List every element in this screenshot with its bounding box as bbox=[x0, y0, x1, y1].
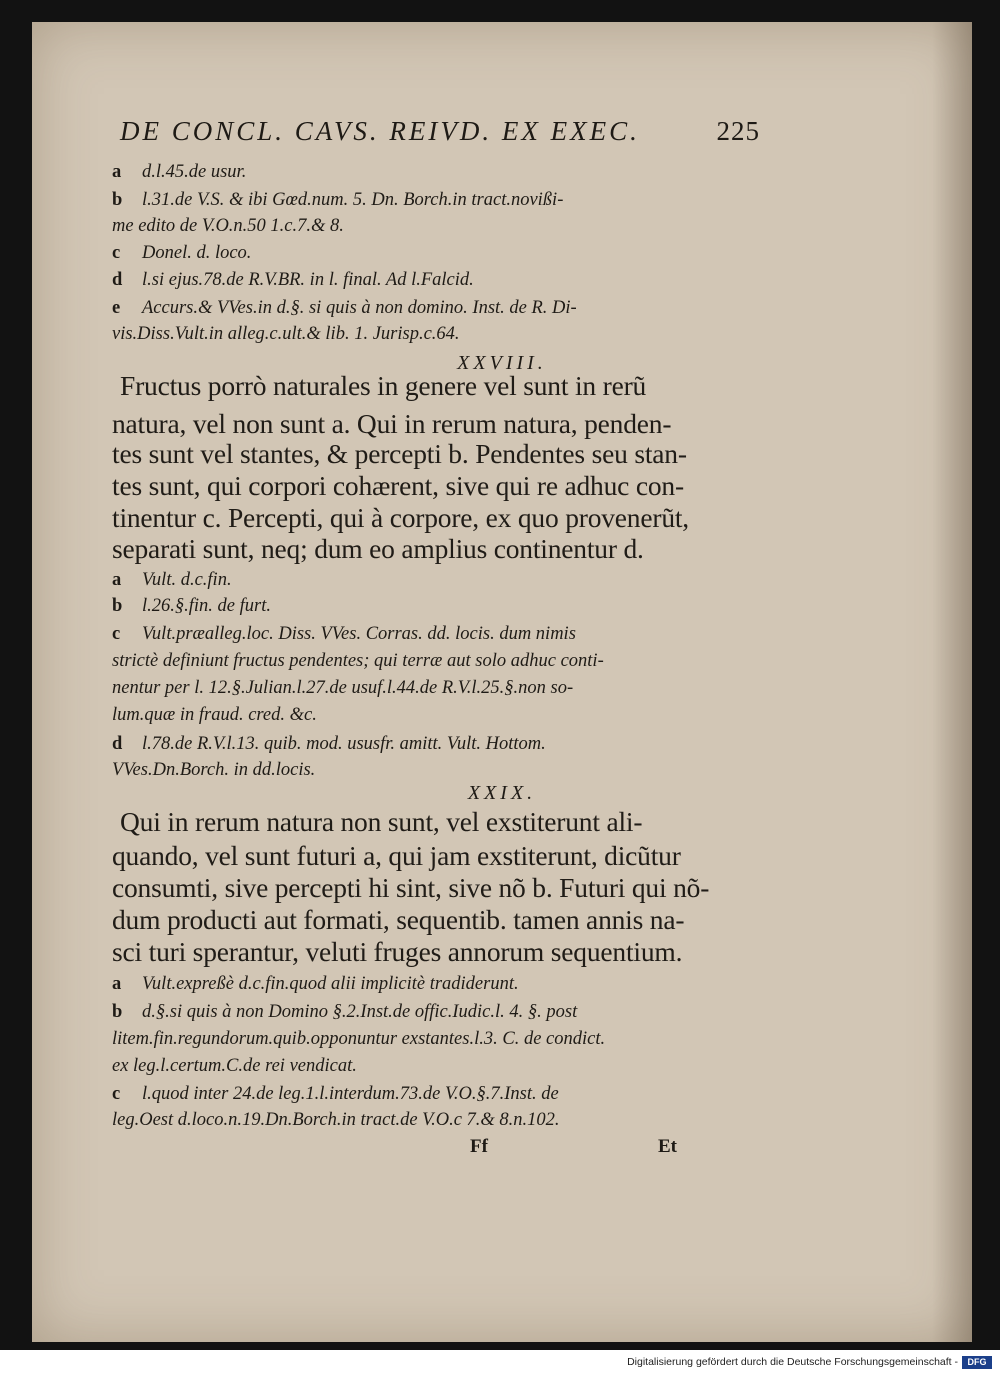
footnote: b l.26.§.fin. de furt. bbox=[112, 596, 271, 616]
body-line: Qui in rerum natura non sunt, vel exstiterunt ali- bbox=[120, 806, 643, 837]
footnote-continuation: lum.quæ in fraud. cred. &c. bbox=[112, 705, 317, 725]
body-line: separati sunt, neq; dum eo amplius continentur d. bbox=[112, 533, 644, 564]
footnote-continuation: litem.fin.regundorum.quib.opponuntur exstantes.l.3. C. de condict. bbox=[112, 1029, 606, 1049]
book-page bbox=[32, 22, 972, 1342]
footnote: d l.78.de R.V.l.13. quib. mod. ususfr. amitt. Vult. Hottom. bbox=[112, 734, 546, 754]
footnote: a d.l.45.de usur. bbox=[112, 162, 247, 182]
footnote-continuation: VVes.Dn.Borch. in dd.locis. bbox=[112, 760, 316, 780]
footnote-continuation: strictè definiunt fructus pendentes; qui terræ aut solo adhuc conti- bbox=[112, 651, 604, 671]
footnote-continuation: vis.Diss.Vult.in alleg.c.ult.& lib. 1. Jurisp.c.64. bbox=[112, 324, 460, 344]
footnote-continuation: ex leg.l.certum.C.de rei vendicat. bbox=[112, 1056, 357, 1076]
footnote: c Vult.præalleg.loc. Diss. VVes. Corras. dd. locis. dum nimis bbox=[112, 624, 576, 644]
footnote: b d.§.si quis à non Domino §.2.Inst.de offic.Iudic.l. 4. §. post bbox=[112, 1002, 578, 1022]
running-head bbox=[120, 116, 760, 147]
footnote: a Vult. d.c.fin. bbox=[112, 570, 232, 590]
dfg-logo-icon: DFG bbox=[962, 1356, 992, 1369]
section-number: XXVIII. bbox=[457, 352, 547, 374]
body-line: tes sunt, qui corpori cohærent, sive qui re adhuc con- bbox=[112, 470, 684, 501]
body-line: quando, vel sunt futuri a, qui jam exstiterunt, dicũtur bbox=[112, 840, 681, 871]
footnote: a Vult.expreßè d.c.fin.quod alii implicitè tradiderunt. bbox=[112, 974, 519, 994]
footnote: c l.quod inter 24.de leg.1.l.interdum.73.de V.O.§.7.Inst. de bbox=[112, 1084, 559, 1104]
running-title: DE CONCL. CAVS. REIVD. EX EXEC. bbox=[120, 116, 640, 146]
footer-bar bbox=[0, 1352, 1000, 1374]
catchword: Et bbox=[658, 1136, 677, 1157]
body-line: dum producti aut formati, sequentib. tamen annis na- bbox=[112, 904, 685, 935]
body-line: natura, vel non sunt a. Qui in rerum natura, penden- bbox=[112, 408, 672, 439]
footnote-continuation: leg.Oest d.loco.n.19.Dn.Borch.in tract.de V.O.c 7.& 8.n.102. bbox=[112, 1110, 560, 1130]
funding-credit: Digitalisierung gefördert durch die Deutsche Forschungsgemeinschaft - bbox=[627, 1356, 958, 1368]
body-line: Fructus porrò naturales in genere vel sunt in rerũ bbox=[120, 370, 647, 401]
body-line: sci turi sperantur, veluti fruges annorum sequentium. bbox=[112, 936, 683, 967]
body-line: tes sunt vel stantes, & percepti b. Pendentes seu stan- bbox=[112, 438, 687, 469]
footnote-continuation: nentur per l. 12.§.Julian.l.27.de usuf.l.44.de R.V.l.25.§.non so- bbox=[112, 678, 574, 698]
section-number: XXIX. bbox=[467, 782, 537, 804]
footnote: e Accurs.& VVes.in d.§. si quis à non domino. Inst. de R. Di- bbox=[112, 298, 577, 318]
footnote-continuation: me edito de V.O.n.50 1.c.7.& 8. bbox=[112, 216, 344, 236]
body-line: tinentur c. Percepti, qui à corpore, ex quo provenerũt, bbox=[112, 502, 689, 533]
signature-mark: Ff bbox=[470, 1136, 488, 1157]
body-line: consumti, sive percepti hi sint, sive nõ b. Futuri qui nõ- bbox=[112, 872, 710, 903]
footnote: c Donel. d. loco. bbox=[112, 243, 252, 263]
page-number: 225 bbox=[716, 116, 760, 146]
footnote: d l.si ejus.78.de R.V.BR. in l. final. Ad l.Falcid. bbox=[112, 270, 474, 290]
footnote: b l.31.de V.S. & ibi Gœd.num. 5. Dn. Borch.in tract.novißi- bbox=[112, 190, 564, 210]
